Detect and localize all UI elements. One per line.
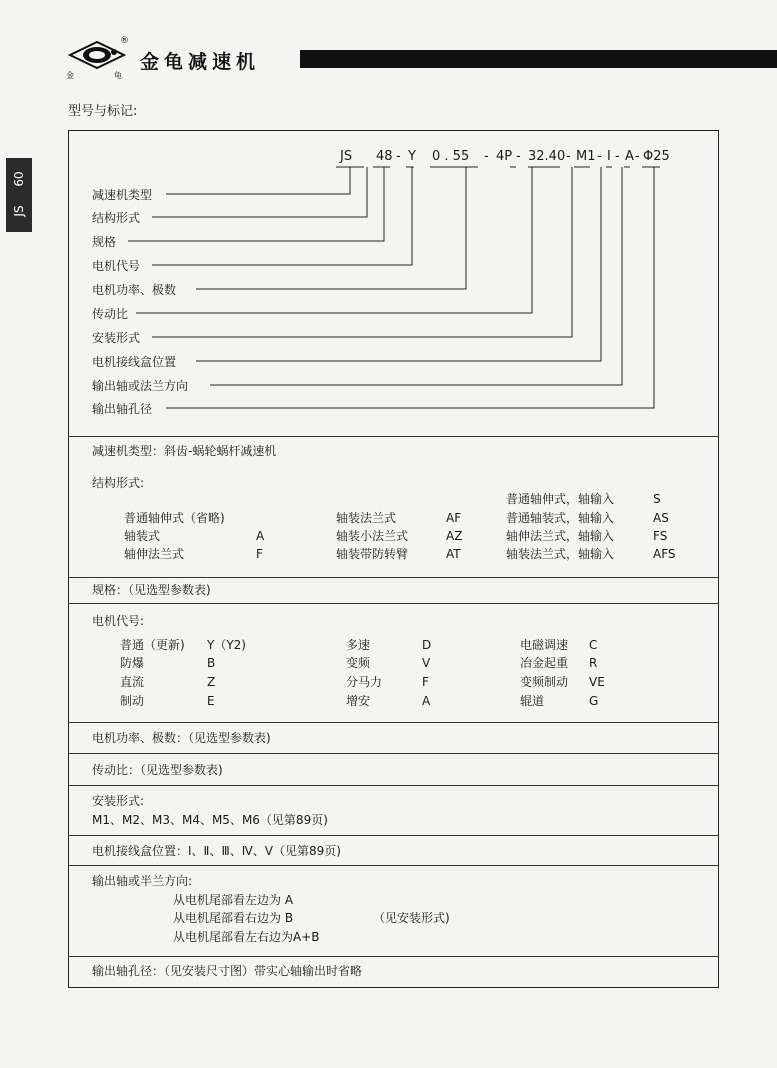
code-part: 0 . 55 (432, 149, 470, 164)
code-part: Φ25 (643, 149, 670, 164)
motor-item-code: E (207, 694, 215, 708)
motor-item-name: 普通（更新) (120, 638, 185, 652)
motor-item-name: 增安 (346, 694, 371, 708)
code-part: I (607, 149, 611, 164)
power-note: 电机功率、极数：（见选型参数表) (92, 731, 271, 745)
structure-item-name: 轴装法兰式，轴输入 (506, 547, 615, 561)
direction-row: 从电机尾部看右边为 B (173, 911, 294, 925)
code-part: Y (408, 149, 416, 164)
code-part: - (635, 149, 640, 164)
direction-note: （见安装形式) (373, 911, 450, 925)
code-part: 32.40 (528, 149, 566, 164)
motor-item-code: C (589, 638, 598, 652)
label-size: 规格 (92, 235, 117, 249)
motor-item-name: 直流 (120, 675, 145, 689)
terminal-box-note: 电机接线盒位置：Ⅰ、Ⅱ、Ⅲ、Ⅳ、Ⅴ（见第89页) (92, 844, 341, 858)
motor-item-name: 辊道 (520, 694, 545, 708)
structure-item-code: A (256, 529, 265, 543)
motor-item-name: 分马力 (346, 675, 383, 689)
motor-item-name: 多速 (346, 638, 371, 652)
label-power-poles: 电机功率、极数 (92, 283, 177, 297)
label-motor-code: 电机代号 (92, 259, 141, 273)
structure-item-code: AZ (446, 529, 463, 543)
logo-left-char: 金 (66, 71, 74, 80)
label-direction: 输出轴或法兰方向 (92, 379, 189, 393)
label-structure: 结构形式 (92, 211, 141, 225)
motor-item-code: Y（Y2) (207, 638, 246, 652)
code-part: M1 (576, 149, 596, 164)
structure-item-name: 轴装带防转臂 (336, 547, 409, 561)
motor-item-name: 变频 (346, 656, 371, 670)
structure-item-code: AFS (653, 547, 676, 561)
motor-item-code: B (207, 656, 216, 670)
structure-title: 结构形式: (92, 476, 145, 490)
structure-item-name: 普通轴伸式，轴输入 (506, 492, 615, 506)
logo-right-char: 龟 (114, 71, 122, 80)
motor-item-code: R (589, 656, 598, 670)
code-part: - (597, 149, 602, 164)
motor-item-name: 防爆 (120, 656, 145, 670)
brand-name: 金龟减速机 (140, 51, 261, 73)
label-bore: 输出轴孔径 (92, 402, 153, 416)
structure-item-name: 轴伸法兰式 (124, 547, 185, 561)
ratio-note: 传动比：（见选型参数表) (92, 763, 223, 777)
motor-item-code: A (422, 694, 431, 708)
bore-note: 输出轴孔径：（见安装尺寸图）带实心轴输出时省略 (92, 964, 363, 978)
label-terminal-box: 电机接线盒位置 (92, 355, 177, 369)
structure-item-name: 普通轴装式，轴输入 (506, 511, 615, 525)
motor-title: 电机代号: (92, 614, 145, 628)
section-title: 型号与标记: (68, 104, 138, 119)
motor-item-code: G (589, 694, 599, 708)
code-part: 4P (496, 149, 513, 164)
structure-item-name: 轴装式 (124, 529, 161, 543)
reducer-type: 减速机类型：斜齿-蜗轮蜗杆减速机 (92, 444, 277, 458)
direction-title: 输出轴或半兰方向: (92, 874, 193, 888)
code-part: A (625, 149, 634, 164)
motor-item-name: 电磁调速 (520, 638, 569, 652)
structure-item-code: S (653, 492, 661, 506)
registered-mark: ® (120, 36, 129, 46)
motor-item-code: VE (589, 675, 605, 689)
code-part: - (566, 149, 571, 164)
motor-item-code: Z (207, 675, 216, 689)
structure-item-name: 轴装法兰式 (336, 511, 397, 525)
structure-item-code: FS (653, 529, 668, 543)
motor-item-code: F (422, 675, 429, 689)
code-part: - (484, 149, 489, 164)
label-reducer-type: 减速机类型 (92, 188, 153, 202)
direction-row: 从电机尾部看左右边为A+B (173, 930, 320, 944)
size-note: 规格：（见选型参数表) (92, 583, 211, 597)
structure-item-name: 普通轴伸式（省略) (124, 511, 225, 525)
structure-item-code: AT (446, 547, 461, 561)
mounting-title: 安装形式: (92, 794, 145, 808)
side-tab-page: 60 (12, 171, 26, 187)
motor-item-code: D (422, 638, 432, 652)
code-part: - (615, 149, 620, 164)
motor-item-name: 冶金起重 (520, 656, 569, 670)
label-ratio: 传动比 (92, 307, 129, 321)
structure-item-name: 轴伸法兰式，轴输入 (506, 529, 615, 543)
structure-item-name: 轴装小法兰式 (336, 529, 409, 543)
code-part: 48 (376, 149, 393, 164)
structure-item-code: AF (446, 511, 462, 525)
side-tab-series: JS (12, 205, 26, 217)
code-part: - (516, 149, 521, 164)
structure-item-code: AS (653, 511, 669, 525)
label-mounting: 安装形式 (92, 331, 141, 345)
motor-item-name: 变频制动 (520, 675, 569, 689)
code-part: - (396, 149, 401, 164)
motor-item-code: V (422, 656, 431, 670)
code-part: JS (340, 149, 353, 164)
motor-item-name: 制动 (120, 694, 145, 708)
direction-row: 从电机尾部看左边为 A (173, 893, 294, 907)
mounting-value: M1、M2、M3、M4、M5、M6（见第89页) (92, 813, 328, 827)
structure-item-code: F (256, 547, 263, 561)
